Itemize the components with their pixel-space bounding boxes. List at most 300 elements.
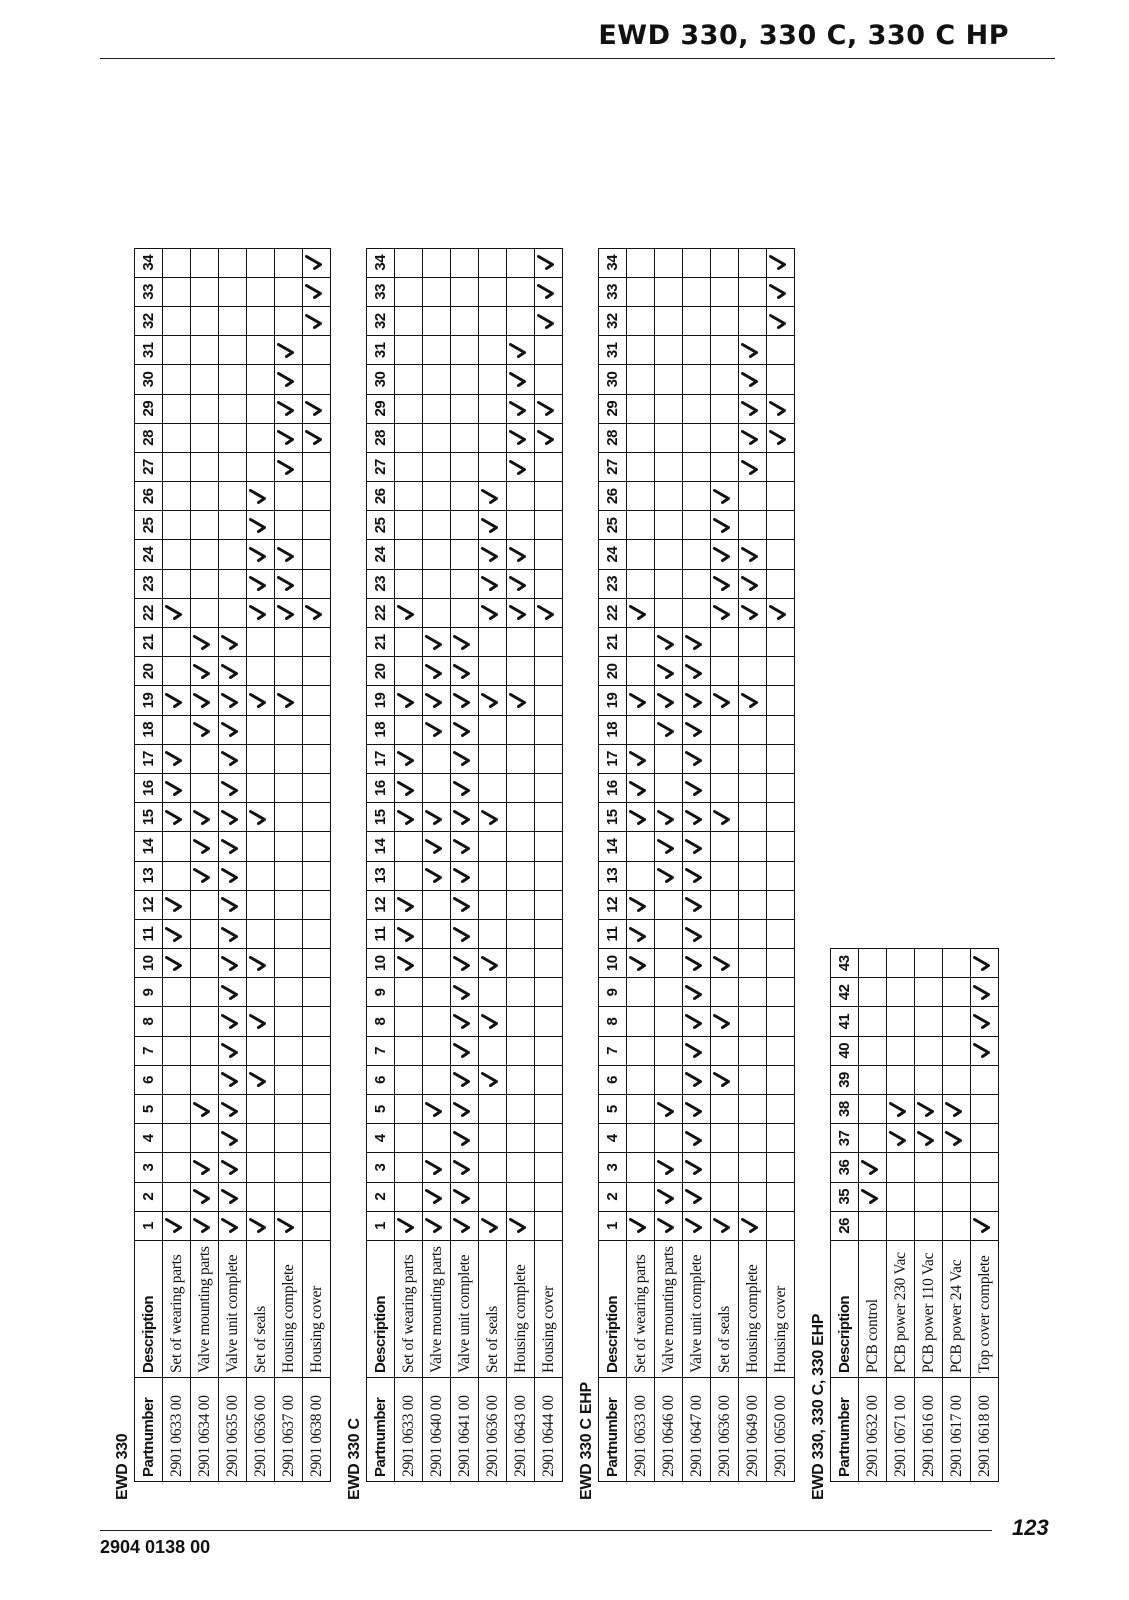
check-cell bbox=[887, 1211, 915, 1240]
check-cell bbox=[507, 423, 535, 452]
check-cell bbox=[683, 365, 711, 394]
check-cell bbox=[423, 686, 451, 715]
check-cell bbox=[767, 1036, 795, 1065]
check-cell bbox=[683, 978, 711, 1007]
check-cell bbox=[395, 1182, 423, 1211]
checkmark-icon bbox=[221, 722, 239, 737]
check-cell bbox=[479, 1182, 507, 1211]
description-cell: PCB power 24 Vac bbox=[943, 1241, 971, 1378]
check-cell bbox=[451, 336, 479, 365]
check-cell bbox=[423, 657, 451, 686]
check-cell bbox=[627, 1095, 655, 1124]
check-cell bbox=[767, 890, 795, 919]
column-number-header: 37 bbox=[831, 1124, 859, 1153]
check-cell bbox=[627, 248, 655, 277]
description-cell: Set of seals bbox=[479, 1241, 507, 1378]
column-number-header: 4 bbox=[599, 1124, 627, 1153]
check-cell bbox=[767, 1007, 795, 1036]
check-cell bbox=[163, 686, 191, 715]
checkmark-icon bbox=[769, 430, 787, 445]
check-cell bbox=[163, 1211, 191, 1240]
column-number-header: 14 bbox=[367, 832, 395, 861]
column-number-header: 1 bbox=[367, 1211, 395, 1240]
check-cell bbox=[535, 686, 563, 715]
checkmark-icon bbox=[685, 781, 703, 796]
checkmark-icon bbox=[165, 781, 183, 796]
check-cell bbox=[887, 949, 915, 978]
check-cell bbox=[275, 1065, 303, 1094]
column-number-header: 25 bbox=[367, 511, 395, 540]
checkmark-icon bbox=[713, 547, 731, 562]
check-cell bbox=[219, 774, 247, 803]
check-cell bbox=[535, 978, 563, 1007]
footer-rule bbox=[100, 1530, 992, 1531]
check-cell bbox=[739, 657, 767, 686]
check-cell bbox=[507, 715, 535, 744]
check-cell bbox=[219, 861, 247, 890]
check-cell bbox=[247, 949, 275, 978]
check-cell bbox=[451, 832, 479, 861]
check-cell bbox=[395, 803, 423, 832]
checkmark-icon bbox=[453, 1014, 471, 1029]
check-cell bbox=[915, 1065, 943, 1094]
checkmark-icon bbox=[221, 693, 239, 708]
checkmark-icon bbox=[657, 1189, 675, 1204]
check-cell bbox=[219, 569, 247, 598]
check-cell bbox=[247, 861, 275, 890]
check-cell bbox=[767, 307, 795, 336]
checkmark-icon bbox=[425, 868, 443, 883]
check-cell bbox=[507, 628, 535, 657]
description-cell: Housing cover bbox=[303, 1241, 331, 1378]
check-cell bbox=[535, 949, 563, 978]
check-cell bbox=[479, 1153, 507, 1182]
check-cell bbox=[739, 861, 767, 890]
check-cell bbox=[219, 482, 247, 511]
check-cell bbox=[683, 394, 711, 423]
column-number-header: 2 bbox=[599, 1182, 627, 1211]
check-cell bbox=[303, 1182, 331, 1211]
check-cell bbox=[191, 277, 219, 306]
checkmark-icon bbox=[221, 868, 239, 883]
check-cell bbox=[739, 336, 767, 365]
check-cell bbox=[943, 1007, 971, 1036]
checkmark-icon bbox=[657, 1102, 675, 1117]
checkmark-icon bbox=[277, 693, 295, 708]
check-cell bbox=[627, 803, 655, 832]
check-cell bbox=[191, 1153, 219, 1182]
partnumber-cell: 2901 0636 00 bbox=[247, 1378, 275, 1482]
check-cell bbox=[655, 628, 683, 657]
check-cell bbox=[191, 657, 219, 686]
column-number-header: 10 bbox=[367, 949, 395, 978]
partnumber-cell: 2901 0636 00 bbox=[711, 1378, 739, 1482]
check-cell bbox=[655, 394, 683, 423]
checkmark-icon bbox=[425, 810, 443, 825]
checkmark-icon bbox=[481, 518, 499, 533]
check-cell bbox=[247, 657, 275, 686]
check-cell bbox=[479, 978, 507, 1007]
check-cell bbox=[451, 569, 479, 598]
check-cell bbox=[535, 511, 563, 540]
column-number-header: 16 bbox=[599, 774, 627, 803]
check-cell bbox=[683, 890, 711, 919]
checkmark-icon bbox=[769, 284, 787, 299]
check-cell bbox=[163, 628, 191, 657]
check-cell bbox=[247, 774, 275, 803]
check-cell bbox=[191, 686, 219, 715]
check-cell bbox=[971, 949, 999, 978]
column-number-header: 7 bbox=[599, 1036, 627, 1065]
check-cell bbox=[943, 1182, 971, 1211]
checkmark-icon bbox=[305, 401, 323, 416]
check-cell bbox=[191, 336, 219, 365]
check-cell bbox=[683, 277, 711, 306]
check-cell bbox=[275, 744, 303, 773]
check-cell bbox=[275, 511, 303, 540]
check-cell bbox=[423, 715, 451, 744]
column-number-header: 31 bbox=[135, 336, 163, 365]
checkmark-icon bbox=[453, 956, 471, 971]
check-cell bbox=[535, 1211, 563, 1240]
checkmark-icon bbox=[305, 605, 323, 620]
check-cell bbox=[971, 1095, 999, 1124]
check-cell bbox=[739, 1153, 767, 1182]
check-cell bbox=[655, 452, 683, 481]
check-cell bbox=[275, 1036, 303, 1065]
checkmark-icon bbox=[453, 868, 471, 883]
check-cell bbox=[535, 774, 563, 803]
check-cell bbox=[191, 1124, 219, 1153]
checkmark-icon bbox=[481, 1014, 499, 1029]
column-number-header: 7 bbox=[367, 1036, 395, 1065]
check-cell bbox=[395, 423, 423, 452]
check-cell bbox=[395, 1007, 423, 1036]
column-number-header: 22 bbox=[599, 598, 627, 627]
check-cell bbox=[191, 423, 219, 452]
check-cell bbox=[451, 1211, 479, 1240]
check-cell bbox=[507, 452, 535, 481]
column-number-header: 7 bbox=[135, 1036, 163, 1065]
check-cell bbox=[451, 307, 479, 336]
check-cell bbox=[395, 1211, 423, 1240]
check-cell bbox=[479, 1036, 507, 1065]
check-cell bbox=[711, 1095, 739, 1124]
check-cell bbox=[507, 1036, 535, 1065]
column-number-header: 1 bbox=[135, 1211, 163, 1240]
check-cell bbox=[739, 452, 767, 481]
checkmark-icon bbox=[685, 868, 703, 883]
column-number-header: 21 bbox=[367, 628, 395, 657]
check-cell bbox=[683, 744, 711, 773]
checkmark-icon bbox=[453, 985, 471, 1000]
column-number-header: 6 bbox=[599, 1065, 627, 1094]
table-row bbox=[275, 248, 303, 1481]
check-cell bbox=[303, 919, 331, 948]
column-number-header: 24 bbox=[367, 540, 395, 569]
check-cell bbox=[683, 452, 711, 481]
checkmark-icon bbox=[657, 868, 675, 883]
check-cell bbox=[275, 715, 303, 744]
column-number-header: 27 bbox=[135, 452, 163, 481]
description-cell: Set of wearing parts bbox=[163, 1241, 191, 1378]
checkmark-icon bbox=[713, 810, 731, 825]
check-cell bbox=[943, 1211, 971, 1240]
checkmark-icon bbox=[741, 343, 759, 358]
check-cell bbox=[163, 1036, 191, 1065]
checkmark-icon bbox=[277, 372, 295, 387]
check-cell bbox=[275, 832, 303, 861]
check-cell bbox=[971, 1065, 999, 1094]
check-cell bbox=[219, 1007, 247, 1036]
column-number-header: 12 bbox=[367, 890, 395, 919]
check-cell bbox=[711, 1065, 739, 1094]
check-cell bbox=[655, 919, 683, 948]
check-cell bbox=[219, 1065, 247, 1094]
check-cell bbox=[711, 628, 739, 657]
check-cell bbox=[395, 1065, 423, 1094]
table-row bbox=[535, 248, 563, 1481]
check-cell bbox=[303, 686, 331, 715]
column-number-header: 6 bbox=[367, 1065, 395, 1094]
check-cell bbox=[711, 1007, 739, 1036]
column-number-header: 13 bbox=[135, 861, 163, 890]
check-cell bbox=[275, 803, 303, 832]
check-cell bbox=[303, 861, 331, 890]
check-cell bbox=[191, 511, 219, 540]
check-cell bbox=[683, 1211, 711, 1240]
check-cell bbox=[451, 1182, 479, 1211]
check-cell bbox=[655, 365, 683, 394]
checkmark-icon bbox=[165, 1218, 183, 1233]
check-cell bbox=[507, 686, 535, 715]
check-cell bbox=[767, 248, 795, 277]
check-cell bbox=[711, 1211, 739, 1240]
check-cell bbox=[479, 861, 507, 890]
check-cell bbox=[451, 744, 479, 773]
column-number-header: 31 bbox=[599, 336, 627, 365]
checkmark-icon bbox=[657, 1218, 675, 1233]
column-number-header: 8 bbox=[135, 1007, 163, 1036]
check-cell bbox=[535, 1182, 563, 1211]
check-cell bbox=[303, 890, 331, 919]
check-cell bbox=[711, 949, 739, 978]
check-cell bbox=[943, 1124, 971, 1153]
check-cell bbox=[859, 1036, 887, 1065]
check-cell bbox=[887, 1036, 915, 1065]
check-cell bbox=[767, 832, 795, 861]
check-cell bbox=[191, 482, 219, 511]
checkmark-icon bbox=[193, 1160, 211, 1175]
checkmark-icon bbox=[193, 1189, 211, 1204]
check-cell bbox=[683, 861, 711, 890]
check-cell bbox=[683, 482, 711, 511]
check-cell bbox=[655, 1036, 683, 1065]
parts-table bbox=[366, 248, 563, 1482]
checkmark-icon bbox=[221, 1014, 239, 1029]
check-cell bbox=[683, 1124, 711, 1153]
check-cell bbox=[887, 1007, 915, 1036]
check-cell bbox=[191, 832, 219, 861]
column-number-header: 6 bbox=[135, 1065, 163, 1094]
check-cell bbox=[275, 452, 303, 481]
check-cell bbox=[303, 657, 331, 686]
check-cell bbox=[219, 1153, 247, 1182]
check-cell bbox=[423, 1065, 451, 1094]
check-cell bbox=[535, 540, 563, 569]
check-cell bbox=[303, 511, 331, 540]
check-cell bbox=[887, 1182, 915, 1211]
check-cell bbox=[767, 452, 795, 481]
check-cell bbox=[395, 686, 423, 715]
checkmark-icon bbox=[657, 810, 675, 825]
parts-table bbox=[134, 248, 331, 1482]
check-cell bbox=[219, 803, 247, 832]
check-cell bbox=[655, 277, 683, 306]
column-number-header: 29 bbox=[367, 394, 395, 423]
check-cell bbox=[535, 628, 563, 657]
check-cell bbox=[507, 511, 535, 540]
checkmark-icon bbox=[221, 1102, 239, 1117]
check-cell bbox=[655, 1065, 683, 1094]
header-description: Description bbox=[831, 1241, 859, 1378]
check-cell bbox=[191, 1182, 219, 1211]
check-cell bbox=[423, 307, 451, 336]
checkmark-icon bbox=[397, 810, 415, 825]
check-cell bbox=[219, 1095, 247, 1124]
checkmark-icon bbox=[481, 1072, 499, 1087]
checkmark-icon bbox=[657, 839, 675, 854]
checkmark-icon bbox=[249, 576, 267, 591]
column-number-header: 27 bbox=[367, 452, 395, 481]
check-cell bbox=[163, 394, 191, 423]
check-cell bbox=[163, 1095, 191, 1124]
check-cell bbox=[627, 832, 655, 861]
check-cell bbox=[247, 1182, 275, 1211]
check-cell bbox=[191, 628, 219, 657]
check-cell bbox=[423, 1211, 451, 1240]
parts-table bbox=[830, 948, 999, 1482]
check-cell bbox=[395, 861, 423, 890]
check-cell bbox=[507, 1095, 535, 1124]
check-cell bbox=[655, 949, 683, 978]
check-cell bbox=[627, 861, 655, 890]
check-cell bbox=[627, 1182, 655, 1211]
check-cell bbox=[451, 248, 479, 277]
checkmark-icon bbox=[685, 1218, 703, 1233]
checkmark-icon bbox=[973, 1043, 991, 1058]
column-number-header: 32 bbox=[599, 307, 627, 336]
check-cell bbox=[711, 1036, 739, 1065]
checkmark-icon bbox=[657, 693, 675, 708]
check-cell bbox=[767, 657, 795, 686]
checkmark-icon bbox=[481, 693, 499, 708]
checkmark-icon bbox=[193, 810, 211, 825]
check-cell bbox=[535, 394, 563, 423]
check-cell bbox=[627, 686, 655, 715]
checkmark-icon bbox=[657, 635, 675, 650]
check-cell bbox=[275, 1007, 303, 1036]
checkmark-icon bbox=[741, 401, 759, 416]
check-cell bbox=[507, 949, 535, 978]
checkmark-icon bbox=[453, 693, 471, 708]
check-cell bbox=[535, 452, 563, 481]
check-cell bbox=[479, 1007, 507, 1036]
check-cell bbox=[767, 598, 795, 627]
column-number-header: 36 bbox=[831, 1153, 859, 1182]
checkmark-icon bbox=[221, 1189, 239, 1204]
check-cell bbox=[247, 394, 275, 423]
check-cell bbox=[683, 1007, 711, 1036]
check-cell bbox=[451, 978, 479, 1007]
check-cell bbox=[219, 336, 247, 365]
checkmark-icon bbox=[685, 693, 703, 708]
check-cell bbox=[395, 482, 423, 511]
table-row bbox=[971, 949, 999, 1482]
check-cell bbox=[711, 890, 739, 919]
check-cell bbox=[535, 1065, 563, 1094]
checkmark-icon bbox=[973, 985, 991, 1000]
checkmark-icon bbox=[629, 781, 647, 796]
checkmark-icon bbox=[277, 576, 295, 591]
checkmark-icon bbox=[221, 1160, 239, 1175]
checkmark-icon bbox=[769, 605, 787, 620]
check-cell bbox=[535, 365, 563, 394]
check-cell bbox=[507, 890, 535, 919]
column-number-header: 17 bbox=[599, 744, 627, 773]
check-cell bbox=[683, 803, 711, 832]
check-cell bbox=[859, 1124, 887, 1153]
partnumber-cell: 2901 0641 00 bbox=[451, 1378, 479, 1482]
check-cell bbox=[395, 1153, 423, 1182]
column-number-header: 15 bbox=[135, 803, 163, 832]
checkmark-icon bbox=[713, 1014, 731, 1029]
check-cell bbox=[507, 540, 535, 569]
checkmark-icon bbox=[221, 781, 239, 796]
partnumber-cell: 2901 0633 00 bbox=[395, 1378, 423, 1482]
check-cell bbox=[859, 1182, 887, 1211]
check-cell bbox=[479, 307, 507, 336]
checkmark-icon bbox=[713, 693, 731, 708]
check-cell bbox=[767, 1124, 795, 1153]
table-block bbox=[808, 948, 999, 1500]
check-cell bbox=[423, 978, 451, 1007]
check-cell bbox=[247, 598, 275, 627]
check-cell bbox=[163, 832, 191, 861]
description-cell: Valve unit complete bbox=[683, 1241, 711, 1378]
checkmark-icon bbox=[425, 1160, 443, 1175]
column-number-header: 2 bbox=[367, 1182, 395, 1211]
table-header-row bbox=[367, 248, 395, 1481]
check-cell bbox=[275, 307, 303, 336]
description-cell: PCB power 110 Vac bbox=[915, 1241, 943, 1378]
check-cell bbox=[627, 744, 655, 773]
checkmark-icon bbox=[165, 751, 183, 766]
checkmark-icon bbox=[685, 751, 703, 766]
check-cell bbox=[507, 803, 535, 832]
table-block bbox=[344, 248, 563, 1500]
table-row bbox=[887, 949, 915, 1482]
checkmark-icon bbox=[221, 664, 239, 679]
checkmark-icon bbox=[277, 430, 295, 445]
checkmark-icon bbox=[453, 781, 471, 796]
check-cell bbox=[627, 1124, 655, 1153]
checkmark-icon bbox=[537, 255, 555, 270]
checkmark-icon bbox=[509, 343, 527, 358]
check-cell bbox=[219, 1036, 247, 1065]
check-cell bbox=[943, 1036, 971, 1065]
column-number-header: 33 bbox=[599, 277, 627, 306]
